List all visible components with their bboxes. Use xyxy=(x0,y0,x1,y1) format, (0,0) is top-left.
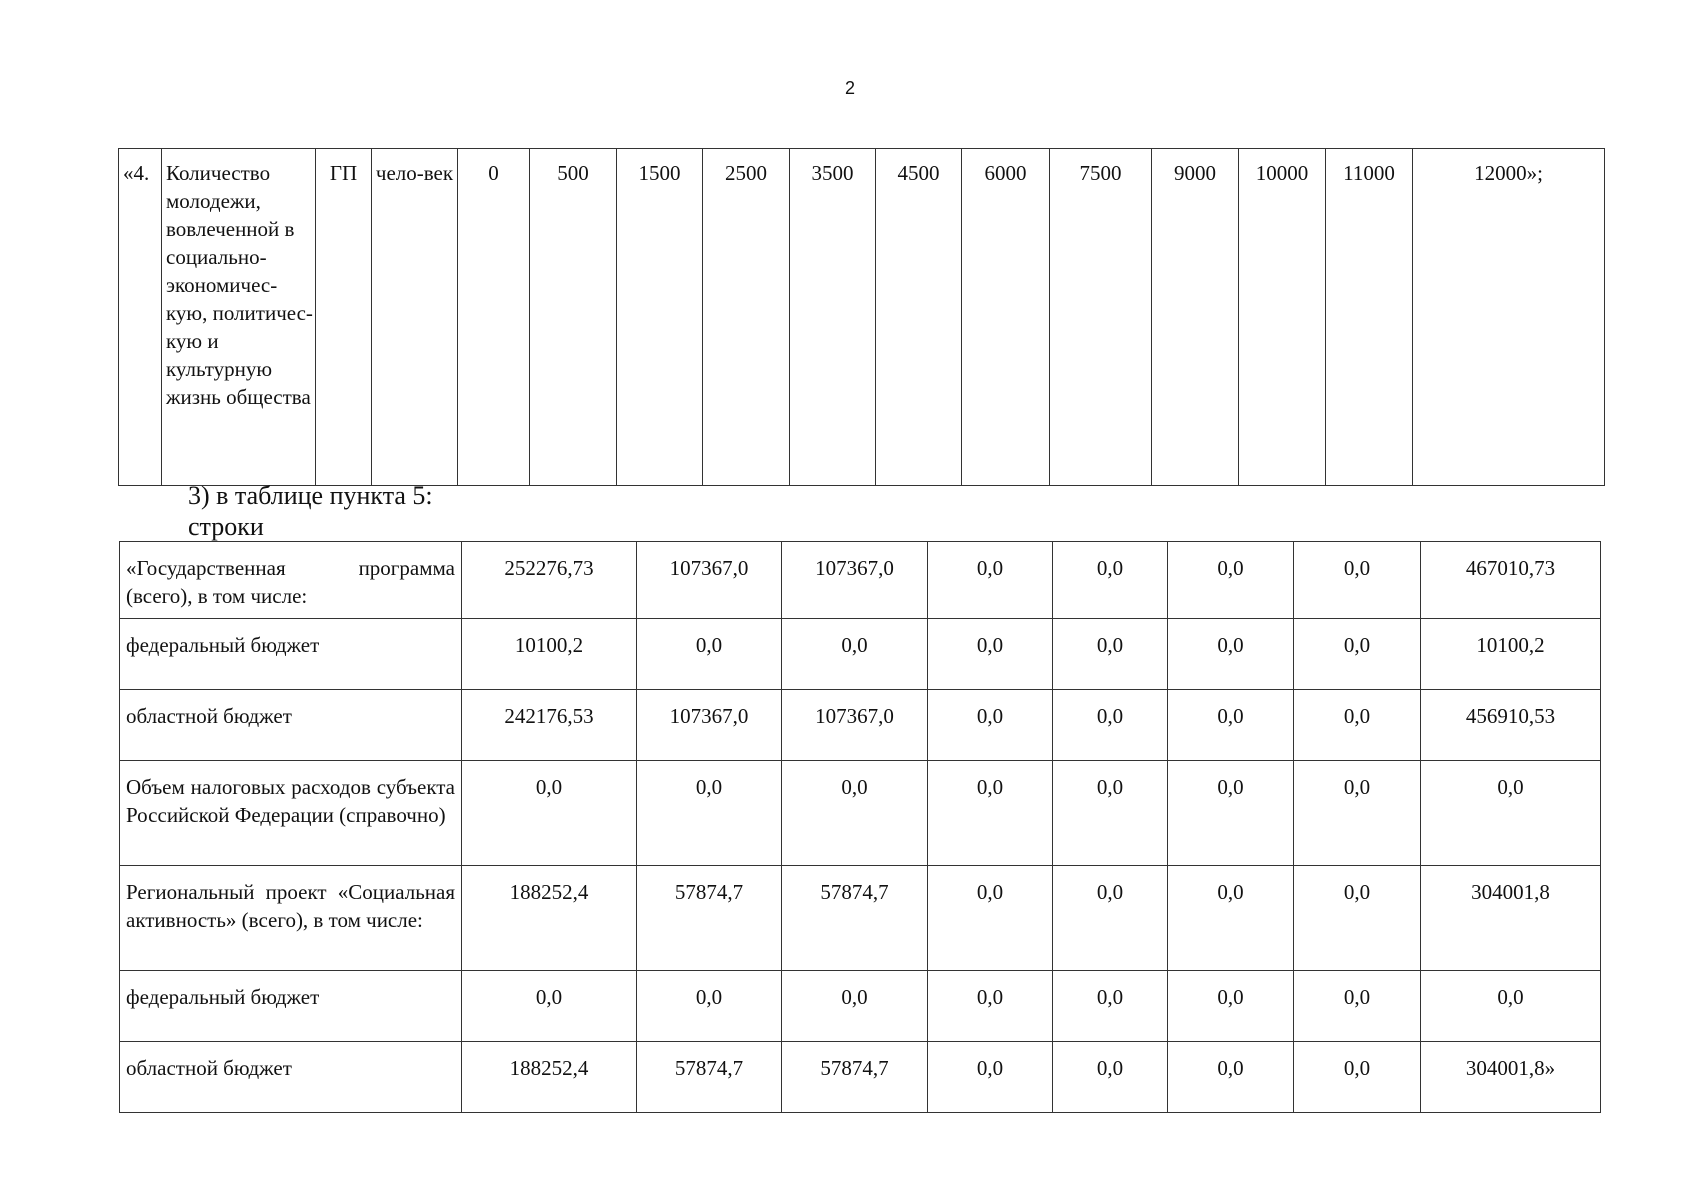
table-cell: 0,0 xyxy=(782,619,928,690)
indicator-table xyxy=(118,148,1605,486)
table-cell: 0,0 xyxy=(1168,761,1294,866)
table-cell: 0,0 xyxy=(928,866,1053,971)
table-cell: 252276,73 xyxy=(462,542,637,619)
table-cell: 0,0 xyxy=(1294,761,1421,866)
table-cell: 10100,2 xyxy=(462,619,637,690)
table-cell: 0,0 xyxy=(462,761,637,866)
table-cell: 107367,0 xyxy=(782,542,928,619)
finance-table xyxy=(119,541,1601,1113)
table-cell: 0,0 xyxy=(1421,761,1601,866)
table-cell: 0,0 xyxy=(1294,690,1421,761)
table-row xyxy=(120,542,1601,619)
table-cell: 0,0 xyxy=(1294,866,1421,971)
table-cell: 0,0 xyxy=(928,619,1053,690)
table-cell: 0,0 xyxy=(1168,866,1294,971)
row-label: областной бюджет xyxy=(120,690,462,761)
table-cell: 0,0 xyxy=(1294,1042,1421,1113)
row-label: Объем налоговых расходов субъекта Российской Федерации (справочно) xyxy=(120,761,462,866)
indicator-row xyxy=(119,149,1605,486)
table-cell: 57874,7 xyxy=(782,866,928,971)
section-subheading: строки xyxy=(188,512,264,541)
indicator-value: 7500 xyxy=(1050,149,1152,486)
row-label: федеральный бюджет xyxy=(120,619,462,690)
indicator-value: 12000»; xyxy=(1413,149,1605,486)
indicator-value: 9000 xyxy=(1152,149,1239,486)
table-cell: 10100,2 xyxy=(1421,619,1601,690)
row-label: федеральный бюджет xyxy=(120,971,462,1042)
table-row xyxy=(120,971,1601,1042)
table-cell: 467010,73 xyxy=(1421,542,1601,619)
table-row xyxy=(120,866,1601,971)
table-cell: 0,0 xyxy=(782,971,928,1042)
table-cell: 0,0 xyxy=(782,761,928,866)
table-cell: 0,0 xyxy=(637,619,782,690)
table-cell: 57874,7 xyxy=(637,1042,782,1113)
indicator-value: 2500 xyxy=(703,149,790,486)
indicator-value: 500 xyxy=(530,149,617,486)
indicator-name: Количество молодежи, вовлеченной в социально-экономичес-кую, политичес-кую и культурную жизнь общества xyxy=(162,149,316,486)
table-cell: 57874,7 xyxy=(637,866,782,971)
table-cell: 107367,0 xyxy=(637,690,782,761)
indicator-value: 11000 xyxy=(1326,149,1413,486)
table-cell: 0,0 xyxy=(928,1042,1053,1113)
table-cell: 107367,0 xyxy=(782,690,928,761)
table-cell: 0,0 xyxy=(1294,971,1421,1042)
table-cell: 0,0 xyxy=(928,971,1053,1042)
table-cell: 188252,4 xyxy=(462,1042,637,1113)
indicator-value: 3500 xyxy=(790,149,876,486)
table-cell: 0,0 xyxy=(1053,690,1168,761)
table-cell: 456910,53 xyxy=(1421,690,1601,761)
table-cell: 242176,53 xyxy=(462,690,637,761)
table-cell: 0,0 xyxy=(928,542,1053,619)
table-row xyxy=(120,619,1601,690)
table-cell: 188252,4 xyxy=(462,866,637,971)
table-row xyxy=(120,1042,1601,1113)
table-cell: 0,0 xyxy=(1053,971,1168,1042)
page-number: 2 xyxy=(844,78,855,98)
table-cell: 0,0 xyxy=(1053,866,1168,971)
table-cell: 0,0 xyxy=(1168,1042,1294,1113)
table-cell: 0,0 xyxy=(1421,971,1601,1042)
table-cell: 0,0 xyxy=(1168,619,1294,690)
table-cell: 0,0 xyxy=(637,971,782,1042)
table-cell: 304001,8 xyxy=(1421,866,1601,971)
indicator-source: ГП xyxy=(316,149,372,486)
table-cell: 0,0 xyxy=(1168,542,1294,619)
indicator-value: 4500 xyxy=(876,149,962,486)
table-cell: 0,0 xyxy=(1053,1042,1168,1113)
table-cell: 0,0 xyxy=(1294,619,1421,690)
table-cell: 0,0 xyxy=(462,971,637,1042)
table-cell: 0,0 xyxy=(637,761,782,866)
table-cell: 107367,0 xyxy=(637,542,782,619)
table-cell: 0,0 xyxy=(928,690,1053,761)
row-label: «Государственная программа (всего), в том числе: xyxy=(120,542,462,619)
table-cell: 304001,8» xyxy=(1421,1042,1601,1113)
indicator-value: 10000 xyxy=(1239,149,1326,486)
table-row xyxy=(120,761,1601,866)
table-cell: 0,0 xyxy=(928,761,1053,866)
table-cell: 0,0 xyxy=(1168,690,1294,761)
indicator-unit: чело-век xyxy=(372,149,458,486)
table-cell: 0,0 xyxy=(1053,619,1168,690)
indicator-value: 1500 xyxy=(617,149,703,486)
row-label: областной бюджет xyxy=(120,1042,462,1113)
indicator-value: 0 xyxy=(458,149,530,486)
section-heading: 3) в таблице пункта 5: xyxy=(188,481,433,510)
table-cell: 0,0 xyxy=(1053,761,1168,866)
row-label: Региональный проект «Социальная активность» (всего), в том числе: xyxy=(120,866,462,971)
table-cell: 0,0 xyxy=(1168,971,1294,1042)
table-row xyxy=(120,690,1601,761)
indicator-number: «4. xyxy=(119,149,162,486)
table-cell: 0,0 xyxy=(1053,542,1168,619)
indicator-value: 6000 xyxy=(962,149,1050,486)
table-cell: 57874,7 xyxy=(782,1042,928,1113)
table-cell: 0,0 xyxy=(1294,542,1421,619)
